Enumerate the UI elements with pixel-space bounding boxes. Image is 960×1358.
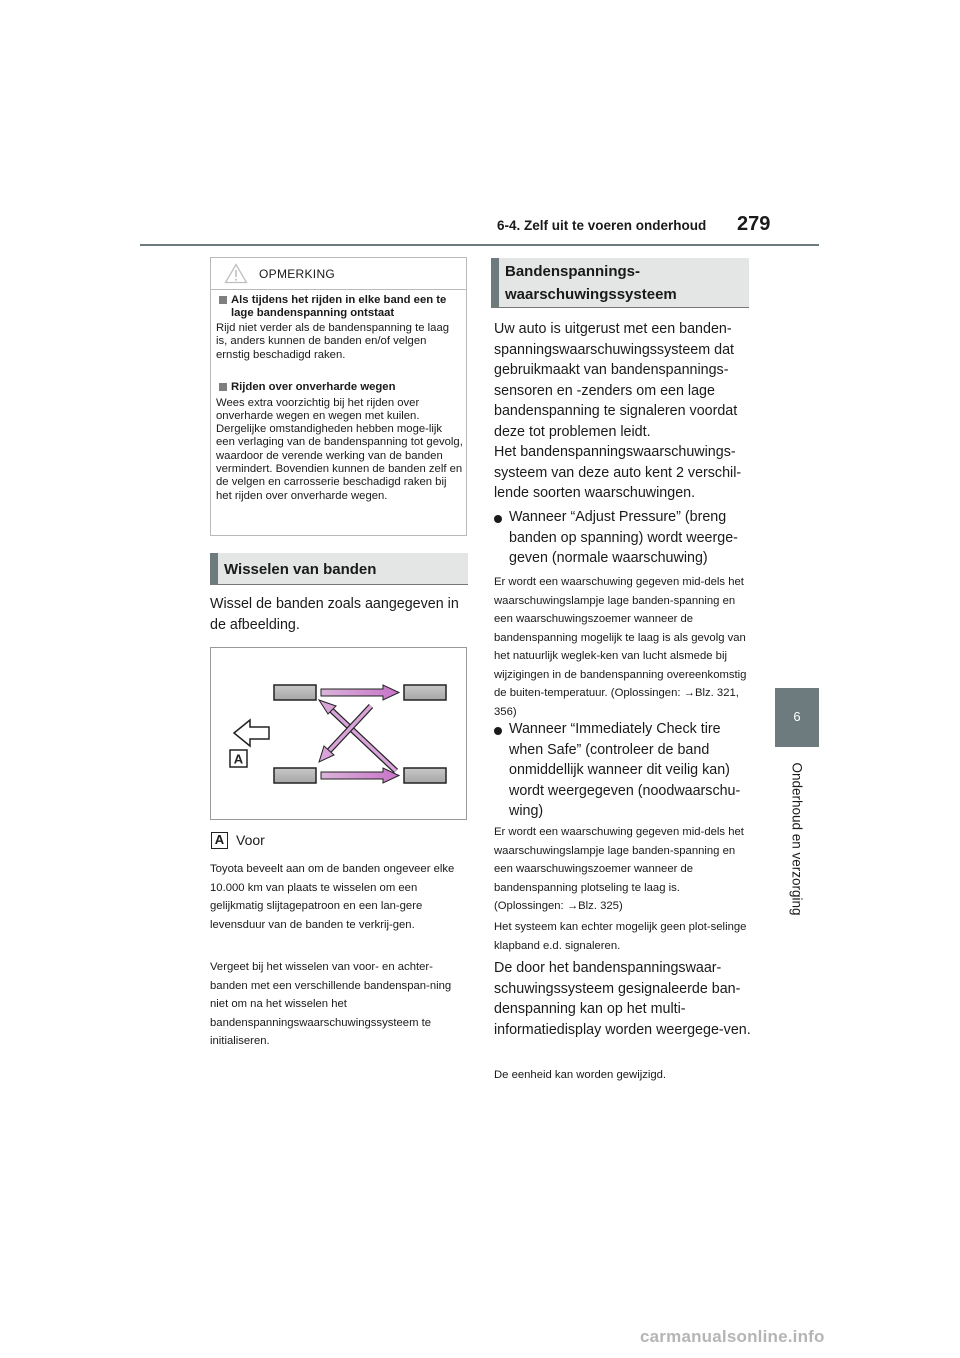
caution-item [216, 294, 463, 362]
caution-item [216, 381, 463, 503]
banner-title-line: waarschuwingssysteem [505, 286, 677, 303]
emergency-warning-note: Er wordt een waarschuwing gegeven mid-dels het waarschuwingslampje lage banden-spanning en een waarschuwingszoemer wanneer de bandenspanning plotseling te laag is. (Oplossingen: →Blz. 325) [494, 826, 744, 912]
tpms-intro-paragraph: Uw auto is uitgerust met een banden-spanningswaarschuwingssysteem dat gebruikmaakt van bandenspannings-sensoren en -zenders om een lage bandenspanning te signaleren voordat deze tot problemen leidt. [494, 321, 738, 440]
chapter-label-text: Onderhoud en verzorging [789, 762, 805, 916]
bullet-dot-icon [494, 727, 502, 735]
square-bullet-icon [219, 296, 227, 304]
bullet-text: Wanneer “Immediately Check tire when Safe” (controleer de band onmiddellijk wanneer dit veilig kan) wordt weergegeven (noodwaarschu-wing) [509, 721, 741, 819]
normal-warning-note: Er wordt een waarschuwing gegeven mid-dels het waarschuwingslampje lage banden-spanning en een waarschuwingszoemer wanneer de bandenspanning mogelijk te laag is als gevolg van het natuurlijk weglek-ken van lucht alsmede bij wijzigingen in de bandenspanning overeenkomstig de buiten-temperatuur. (Oplossingen: →Blz. 321, 356) [494, 576, 747, 718]
rotation-arrow-diagonal-down [319, 706, 371, 762]
section-banner-tpms [491, 258, 749, 308]
rotation-arrow-bottom [321, 768, 399, 783]
tpms-warning-types-paragraph: Het bandenspanningswaarschuwings-systeem van deze auto kent 2 verschil-lende soorten waarschuwingen. [494, 444, 742, 501]
rotation-arrow-diagonal-up [319, 700, 396, 771]
caution-item-heading-text: Als tijdens het rijden in elke band een te lage bandenspanning ontstaat [231, 294, 447, 319]
display-paragraph: De door het bandenspanningswaar-schuwingssysteem gesignaleerde ban-denspanning kan op het multi-informatiedisplay worden weergege-ven. [494, 960, 751, 1038]
rotation-interval-note: Toyota beveelt aan om de banden ongeveer elke 10.000 km van plaats te wisselen om een gelijkmatig slijtagepatroon en een lan-gere levensduur van de banden te verkrij-gen. [210, 863, 455, 931]
bullet-dot-icon [494, 515, 502, 523]
front-direction-arrow-icon [234, 720, 269, 746]
tire-rear-right [404, 768, 446, 783]
tire-front-right [274, 768, 316, 783]
caution-item-heading [216, 294, 463, 319]
section-title: 6-4. Zelf uit te voeren onderhoud [497, 218, 707, 233]
tire-front-left [274, 685, 316, 700]
intro-paragraph: Wissel de banden zoals aangegeven in de afbeelding. [210, 596, 459, 633]
banner-title [505, 260, 677, 306]
caution-item-heading [216, 381, 463, 394]
watermark: carmanualsonline.info [640, 1327, 825, 1346]
tire-rear-left [404, 685, 446, 700]
front-label: A [233, 751, 244, 767]
warning-triangle-icon [224, 263, 248, 284]
page-number: 279 [737, 213, 771, 235]
caution-title: OPMERKING [259, 267, 336, 281]
blowout-note: Het systeem kan echter mogelijk geen plot-selinge klapband e.d. signaleren. [494, 921, 747, 952]
caution-item-body: Wees extra voorzichtig bij het rijden over onverharde wegen en wegen met kuilen. Dergelijke omstandigheden hebben moge-lijk een verlaging van de bandenspanning tot gevolg, waardoor de verende werking van de banden vermindert. Bovendien kunnen de banden zelf en de velgen en carrosserie beschadigd raken bij het rijden over onverharde wegen. [216, 396, 463, 502]
bullet-text: Wanneer “Adjust Pressure” (breng banden op spanning) wordt weerge-geven (normale waarschuwing) [509, 509, 738, 566]
unit-note: De eenheid kan worden gewijzigd. [494, 1069, 667, 1081]
header-divider [140, 244, 819, 246]
caution-header [211, 258, 466, 290]
caution-box [210, 257, 467, 536]
square-bullet-icon [219, 383, 227, 391]
chapter-tab [775, 688, 819, 747]
legend-key: A [211, 832, 228, 849]
caution-item-heading-text: Rijden over onverharde wegen [231, 381, 396, 393]
caution-item-body: Rijd niet verder als de bandenspanning te laag is, anders kunnen de banden en/of velgen ernstig beschadigd raken. [216, 322, 450, 361]
legend-text: Voor [236, 832, 265, 848]
chapter-label [785, 759, 809, 919]
banner-title: Wisselen van banden [224, 561, 377, 578]
rotation-arrow-top [321, 685, 399, 700]
chapter-number: 6 [793, 709, 801, 724]
section-banner-tire-rotation [210, 553, 468, 585]
initialize-note: Vergeet bij het wisselen van voor- en achter-banden met een verschillende bandenspan-ning niet om na het wisselen het bandenspanningswaarschuwingssysteem te initialiseren. [210, 961, 452, 1047]
banner-title-line: Bandenspannings- [505, 263, 641, 280]
tire-rotation-diagram [210, 647, 467, 820]
